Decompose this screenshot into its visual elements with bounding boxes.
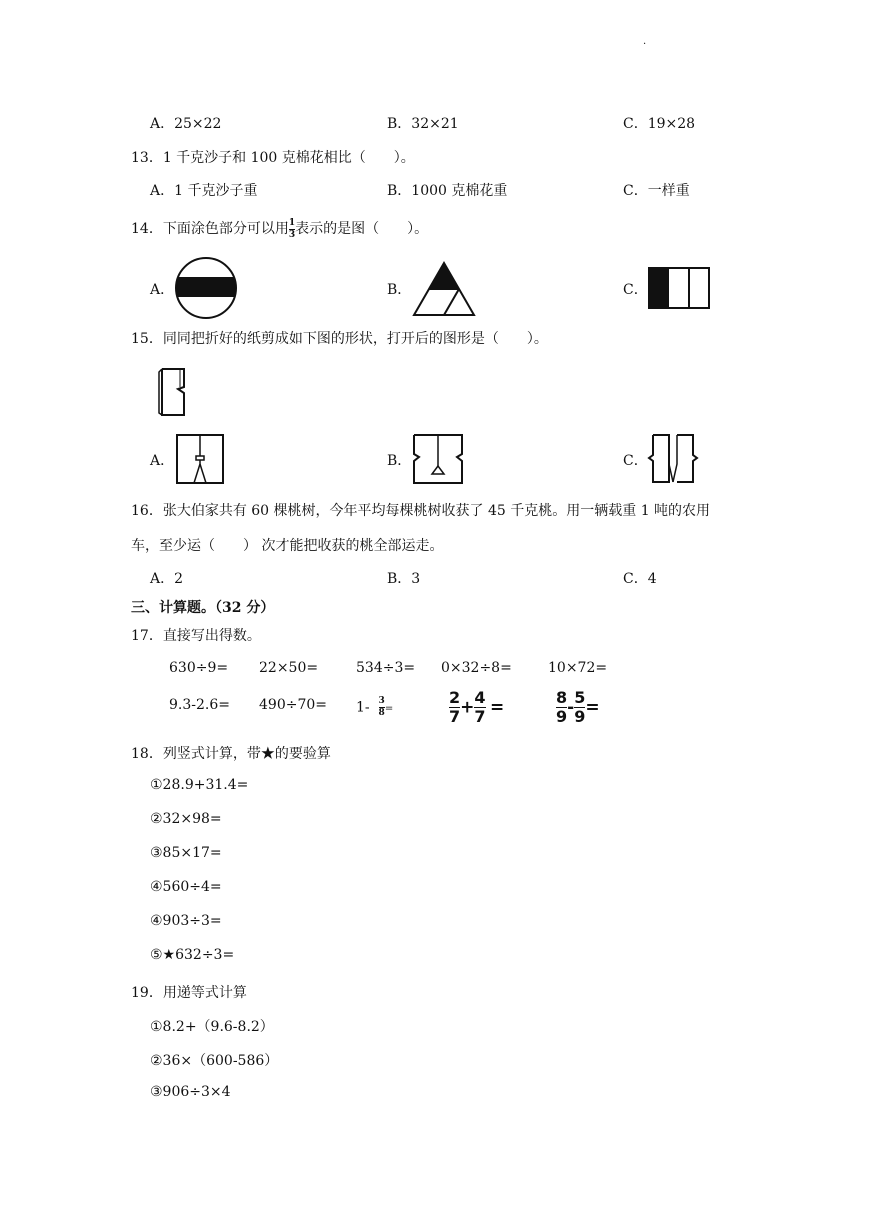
q15-figure-c [649,434,697,484]
q19-item-1: ①8.2+（9.6-8.2） [150,1019,274,1035]
section3-title: 三、计算题。（32 分） [131,600,275,616]
q17-row1-item-2: 22×50= [259,660,319,676]
q17-e4-b-num: 4 [474,688,486,707]
q17-stem: 17．直接写出得数。 [131,628,261,644]
q17-e4-frac-b [474,690,485,725]
q17-row2-item-2: 490÷70= [259,697,327,713]
q17-e4-op: + [460,697,475,718]
q19-stem: 19．用递等式计算 [131,985,247,1001]
q14-figure-b-triangle [413,262,475,316]
q18-item-5: ④903÷3= [150,913,222,929]
q17-row2-item-5 [556,690,600,725]
q15-figure-a [176,434,224,484]
q12-option-b: B．32×21 [387,116,459,132]
q17-e4-a-num: 2 [449,688,461,707]
q18-stem: 18．列竖式计算，带★的要验算 [131,746,331,762]
q18-item-3: ③85×17= [150,845,222,861]
q14-label-c: C． [623,282,648,298]
q15-label-a: A． [150,453,175,469]
q12-option-a: A．25×22 [150,116,222,132]
q15-stem: 15．同同把折好的纸剪成如下图的形状，打开后的图形是（ ）。 [131,331,548,347]
q14-frac-den: 3 [288,229,296,240]
q14-stem [131,218,428,240]
q17-row2-item-3 [356,697,393,718]
q14-stem-pre: 14．下面涂色部分可以用 [131,221,289,237]
q13-option-b: B．1000 克棉花重 [387,183,508,199]
q12-option-c: C．19×28 [623,116,696,132]
q15-label-c: C． [623,453,648,469]
q17-e3-den: 8 [378,708,385,718]
q17-row1-item-5: 10×72= [548,660,608,676]
q16-line1: 16．张大伯家共有 60 棵桃树，今年平均每棵桃树收获了 45 千克桃。用一辆载重 1 吨的农用 [131,503,711,519]
q17-e3-pre: 1- [356,699,370,716]
q17-e4-b-den: 7 [474,707,486,726]
q13-option-c: C．一样重 [623,183,690,199]
q17-e4-eq: = [489,697,505,718]
q15-figure-b [413,434,463,484]
q17-e5-frac-a [556,690,567,725]
q13-stem: 13．1 千克沙子和 100 克棉花相比（ ）。 [131,150,415,166]
q17-row2-item-1: 9.3-2.6= [169,697,230,713]
q17-row1-item-3: 534÷3= [356,660,416,676]
q14-figure-c-rectangle [649,268,709,308]
q16-line2: 车，至少运（ ） 次才能把收获的桃全部运走。 [131,538,444,554]
q17-e3-post: = [384,703,394,715]
q14-frac-num: 1 [288,217,296,228]
q17-e4-a-den: 7 [449,707,461,726]
q14-label-b: B． [387,282,412,298]
q18-item-1: ①28.9+31.4= [150,777,249,793]
q17-row1-item-4: 0×32÷8= [441,660,512,676]
q17-e5-b-num: 5 [574,688,586,707]
q13-option-a: A．1 千克沙子重 [150,183,258,199]
q18-item-2: ②32×98= [150,811,222,827]
q15-label-b: B． [387,453,412,469]
header-dot: . [643,36,647,47]
q15-folded-paper-figure [158,367,190,417]
q17-e5-a-num: 8 [556,688,568,707]
q18-item-4: ④560÷4= [150,879,222,895]
q17-e5-a-den: 9 [556,707,568,726]
q18-item-6: ⑤★632÷3= [150,947,235,963]
q17-e5-frac-b [574,690,585,725]
q19-item-2: ②36×（600-586） [150,1053,279,1069]
q17-e5-eq: = [585,697,600,718]
q16-option-a: A．2 [150,571,184,587]
q17-e5-op: - [567,697,575,718]
q14-label-a: A． [150,282,175,298]
q19-item-3: ③906÷3×4 [150,1084,231,1100]
q14-stem-post: 表示的是图（ ）。 [295,221,429,237]
q16-option-c: C．4 [623,571,657,587]
q17-e4-frac-a [449,690,460,725]
q17-e5-b-den: 9 [574,707,586,726]
q17-e3-num: 3 [378,696,385,706]
q16-option-b: B．3 [387,571,421,587]
q17-row2-item-4 [449,690,504,725]
q14-figure-a-circle [173,258,239,318]
q17-row1-item-1: 630÷9= [169,660,229,676]
